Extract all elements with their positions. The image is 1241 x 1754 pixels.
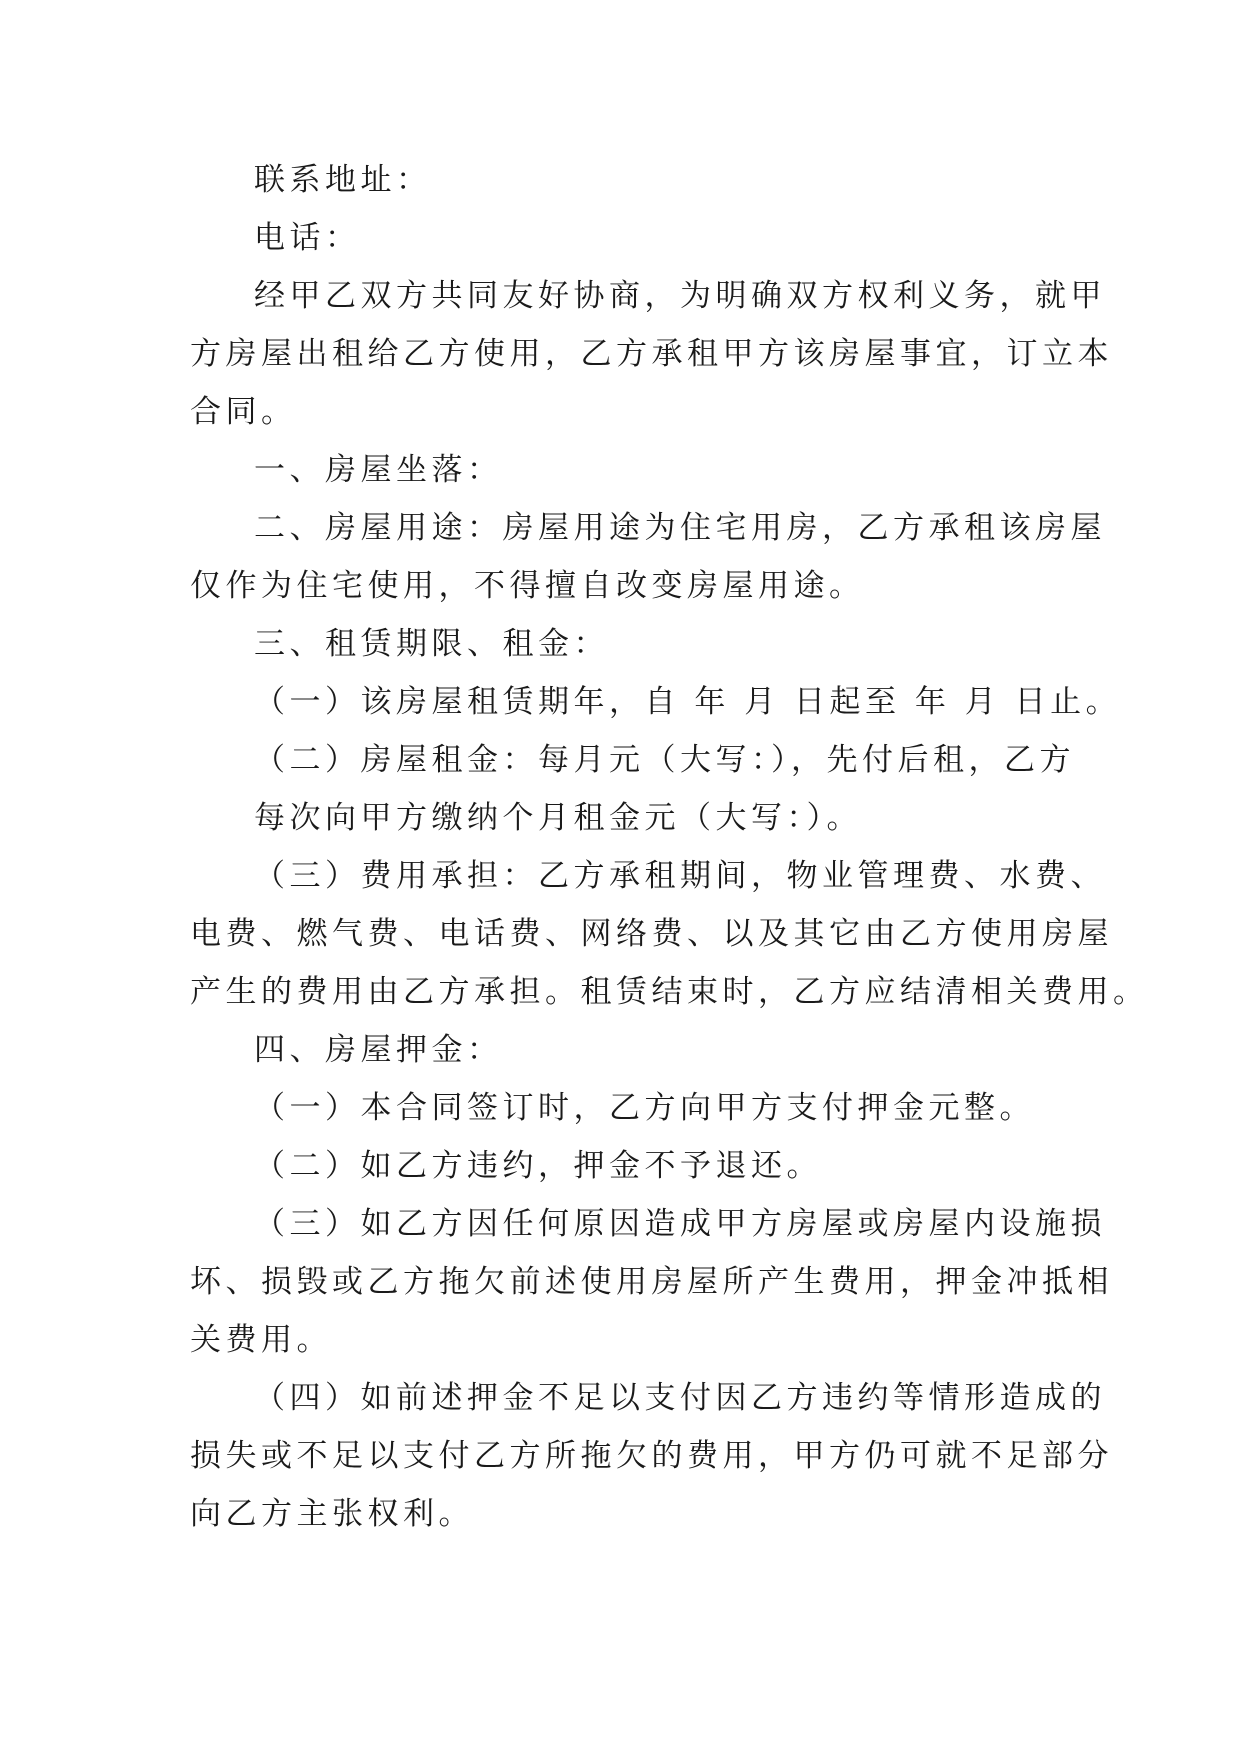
- phone-label: 电话：: [254, 220, 361, 256]
- preamble-line-1: 经甲乙双方共同友好协商，为明确双方权利义务，就甲: [254, 278, 1106, 314]
- clause-3-2-line-2: 每次向甲方缴纳个月租金元（大写：）。: [254, 800, 862, 836]
- preamble-line-3: 合同。: [190, 394, 297, 430]
- section-4-heading: 四、房屋押金：: [254, 1032, 503, 1068]
- section-1-heading: 一、房屋坐落：: [254, 452, 503, 488]
- clause-4-2: （二）如乙方违约，押金不予退还。: [254, 1148, 822, 1184]
- clause-4-3-line-1: （三）如乙方因任何原因造成甲方房屋或房屋内设施损: [254, 1206, 1106, 1242]
- section-3-heading: 三、租赁期限、租金：: [254, 626, 609, 662]
- clause-4-3-line-2: 坏、损毁或乙方拖欠前述使用房屋所产生费用，押金冲抵相: [190, 1264, 1113, 1300]
- clause-4-4-line-2: 损失或不足以支付乙方所拖欠的费用，甲方仍可就不足部分: [190, 1438, 1113, 1474]
- clause-4-3-line-3: 关费用。: [190, 1322, 332, 1358]
- clause-4-4-line-1: （四）如前述押金不足以支付因乙方违约等情形造成的: [254, 1380, 1106, 1416]
- clause-3-3-line-2: 电费、燃气费、电话费、网络费、以及其它由乙方使用房屋: [190, 916, 1113, 952]
- clause-3-1: （一）该房屋租赁期年，自 年 月 日起至 年 月 日止。: [254, 684, 1122, 720]
- clause-4-1: （一）本合同签订时，乙方向甲方支付押金元整。: [254, 1090, 1035, 1126]
- section-2-line-1: 二、房屋用途：房屋用途为住宅用房，乙方承租该房屋: [254, 510, 1106, 546]
- section-2-line-2: 仅作为住宅使用，不得擅自改变房屋用途。: [190, 568, 865, 604]
- clause-3-2-line-1: （二）房屋租金：每月元（大写：），先付后租，乙方: [254, 742, 1075, 778]
- clause-3-3-line-3: 产生的费用由乙方承担。租赁结束时，乙方应结清相关费用。: [190, 974, 1149, 1010]
- preamble-line-2: 方房屋出租给乙方使用，乙方承租甲方该房屋事宜，订立本: [190, 336, 1113, 372]
- clause-3-3-line-1: （三）费用承担：乙方承租期间，物业管理费、水费、: [254, 858, 1106, 894]
- contact-address-label: 联系地址：: [254, 162, 432, 198]
- clause-4-4-line-3: 向乙方主张权利。: [190, 1496, 474, 1532]
